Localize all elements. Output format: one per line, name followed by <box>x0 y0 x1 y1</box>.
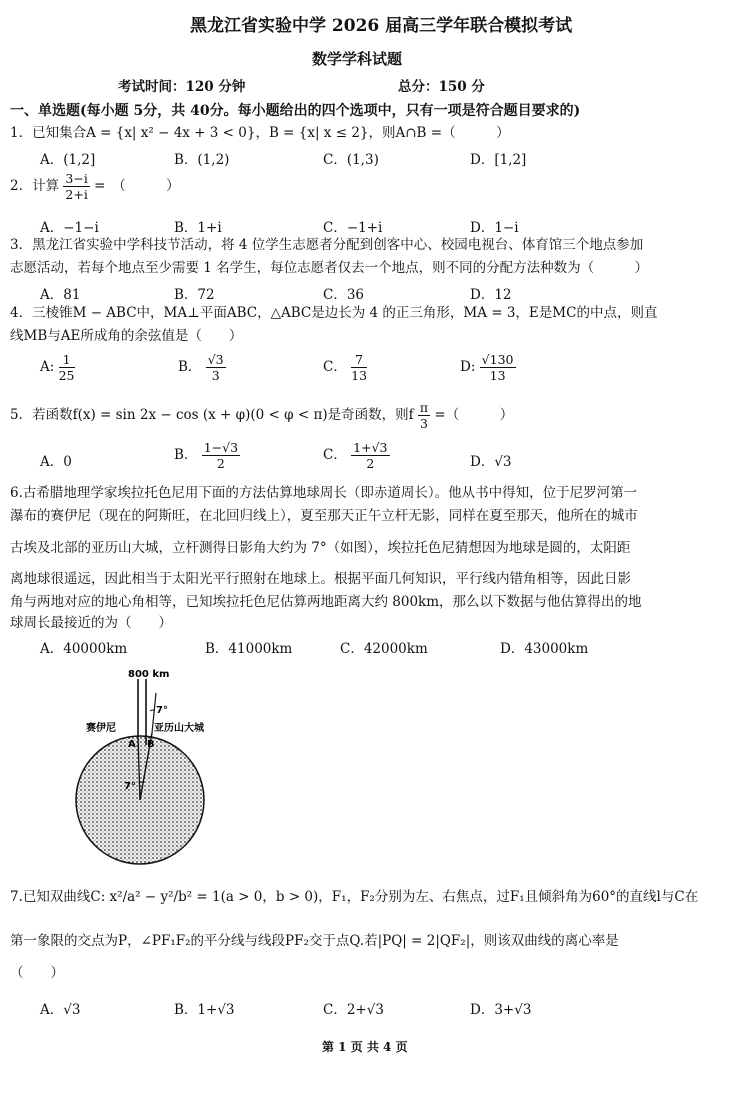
q6-option-b: B．41000km <box>205 641 293 657</box>
q7-option-c: C．2+√3 <box>323 1002 384 1018</box>
city-a-label: 赛伊尼 <box>86 723 116 734</box>
q4-line1: 4．三棱锥M − ABC中，MA⊥平面ABC，△ABC是边长为 4 的正三角形，MA = 3，E是MC的中点，则直 <box>10 305 658 321</box>
earth-figure <box>72 665 242 875</box>
q5-option-c <box>323 440 390 471</box>
point-b-label: B <box>147 739 155 750</box>
q1-option-b: B．(1,2) <box>174 152 230 168</box>
q2-suffix: = （ ） <box>94 178 180 194</box>
q2-option-a: A．−1−i <box>40 220 99 236</box>
q5-c-label: C． <box>323 447 347 463</box>
q4-d-label: D: <box>460 359 476 375</box>
q4-b-denominator: 3 <box>211 368 220 383</box>
q4-a-label: A: <box>40 359 55 375</box>
q5-option-b <box>174 440 240 471</box>
q5-arg-denominator: 3 <box>420 416 428 431</box>
q5-c-denominator: 2 <box>366 456 375 471</box>
q4-option-a <box>40 352 75 383</box>
q3-line1: 3．黑龙江省实验中学科技节活动，将 4 位学生志愿者分配到创客中心、校园电视台、体育馆三个地点参加 <box>10 237 644 253</box>
page-footer: 第 1 页 共 4 页 <box>322 1040 408 1054</box>
q5-b-denominator: 2 <box>216 456 225 471</box>
q1-option-a: A．(1,2] <box>40 152 96 168</box>
q5-arg-numerator: π <box>419 400 429 415</box>
q7-option-d: D．3+√3 <box>470 1002 532 1018</box>
q5-option-a: A．0 <box>40 454 72 470</box>
angle-center-label: 7° <box>124 781 136 792</box>
q3-option-c: C．36 <box>323 287 365 303</box>
exam-title: 黑龙江省实验中学 2026 届高三学年联合模拟考试 <box>190 16 573 36</box>
q2-option-b: B．1+i <box>174 220 222 236</box>
q5-c-numerator: 1+√3 <box>353 440 388 455</box>
q6-option-d: D．43000km <box>500 641 589 657</box>
q2-denominator: 2+i <box>65 187 88 202</box>
q2-option-d: D．1−i <box>470 220 519 236</box>
q4-d-numerator: √130 <box>481 352 514 367</box>
q4-c-label: C． <box>323 359 347 375</box>
q4-d-denominator: 13 <box>489 368 506 383</box>
exam-subtitle: 数学学科试题 <box>312 50 403 68</box>
q5-stem-pre: 5．若函数f(x) = sin 2x − cos (x + φ)(0 < φ < π)是奇函数，则f <box>10 407 414 423</box>
q6-line5: 角与两地对应的地心角相等，已知埃拉托色尼估算两地距离大约 800km，那么以下数据与他估算得出的地 <box>10 594 642 610</box>
q7-option-a: A．√3 <box>40 1002 81 1018</box>
q3-line2: 志愿活动，若每个地点至少需要 1 名学生，每位志愿者仅去一个地点，则不同的分配方法种数为（ ） <box>10 260 649 276</box>
q3-option-d: D．12 <box>470 287 512 303</box>
q5-stem <box>10 398 513 432</box>
q4-b-label: B． <box>178 359 202 375</box>
q4-a-fraction <box>59 352 75 383</box>
q1-option-d: D．[1,2] <box>470 152 527 168</box>
q5-stem-post: =（ ） <box>434 407 514 423</box>
q2-stem <box>10 168 180 204</box>
q6-line2: 瀑布的赛伊尼（现在的阿斯旺，在北回归线上），夏至那天正午立杆无影，同样在夏至那天，他所在的城市 <box>10 508 638 524</box>
q6-option-c: C．42000km <box>340 641 428 657</box>
q4-a-numerator: 1 <box>59 352 75 368</box>
q5-arg-fraction <box>418 400 430 431</box>
q2-option-c: C．−1+i <box>323 220 383 236</box>
angle-top-label: 7° <box>156 705 168 716</box>
q1-option-c: C．(1,3) <box>323 152 379 168</box>
q4-option-c <box>323 352 367 383</box>
q2-numerator: 3−i <box>65 171 88 186</box>
q7-option-b: B．1+√3 <box>174 1002 235 1018</box>
q7-line1: 7.已知双曲线C: x²/a² − y²/b² = 1(a > 0，b > 0)，F₁，F₂分别为左、右焦点，过F₁且倾斜角为60°的直线l与C在 <box>10 889 699 905</box>
q6-line6: 球周长最接近的为（ ） <box>10 615 172 631</box>
q6-line1: 6.古希腊地理学家埃拉托色尼用下面的方法估算地球周长（即赤道周长）。他从书中得知，位于尼罗河第一 <box>10 485 638 501</box>
angle-arc-top <box>150 710 155 711</box>
q2-prefix: 2．计算 <box>10 178 60 194</box>
point-a-label: A <box>128 739 136 750</box>
q3-option-a: A．81 <box>40 287 81 303</box>
q1-stem: 1．已知集合A = {x| x² − 4x + 3 < 0}，B = {x| x ≤ 2}，则A∩B =（ ） <box>10 125 510 141</box>
q4-b-numerator: √3 <box>207 352 224 367</box>
section-heading: 一、单选题(每小题 5分，共 40分。每小题给出的四个选项中，只有一项是符合题目要求的) <box>10 103 581 119</box>
q4-option-b <box>178 352 226 383</box>
q4-d-fraction <box>480 352 516 383</box>
q3-option-b: B．72 <box>174 287 215 303</box>
q5-option-d: D．√3 <box>470 454 512 470</box>
q2-fraction <box>63 171 89 202</box>
q4-line2: 线MB与AE所成角的余弦值是（ ） <box>10 328 243 344</box>
q6-option-a: A．40000km <box>40 641 128 657</box>
q5-c-fraction <box>351 440 389 471</box>
q7-line2: 第一象限的交点为P，∠PF₁F₂的平分线与线段PF₂交于点Q.若|PQ| = 2|QF₂|，则该双曲线的离心率是 <box>10 933 619 949</box>
exam-time: 考试时间：120 分钟 <box>118 79 246 95</box>
q5-b-label: B． <box>174 447 198 463</box>
q4-c-denominator: 13 <box>351 368 368 383</box>
q4-c-fraction <box>351 352 367 383</box>
q5-b-numerator: 1−√3 <box>203 440 239 455</box>
q4-c-numerator: 7 <box>351 352 367 368</box>
distance-label: 800 km <box>128 669 170 680</box>
city-b-label: 亚历山大城 <box>154 723 204 734</box>
q4-b-fraction <box>206 352 226 383</box>
q4-a-denominator: 25 <box>58 368 75 383</box>
exam-score: 总分：150 分 <box>398 79 485 95</box>
q7-line3: （ ） <box>10 965 64 981</box>
q4-option-d <box>460 352 516 383</box>
q6-line3: 古埃及北部的亚历山大城，立杆测得日影角大约为 7°（如图），埃拉托色尼猜想因为地球是圆的，太阳距 <box>10 540 631 556</box>
q5-b-fraction <box>202 440 240 471</box>
q6-line4: 离地球很遥远，因此相当于太阳光平行照射在地球上。根据平面几何知识，平行线内错角相等，因此日影 <box>10 571 631 587</box>
